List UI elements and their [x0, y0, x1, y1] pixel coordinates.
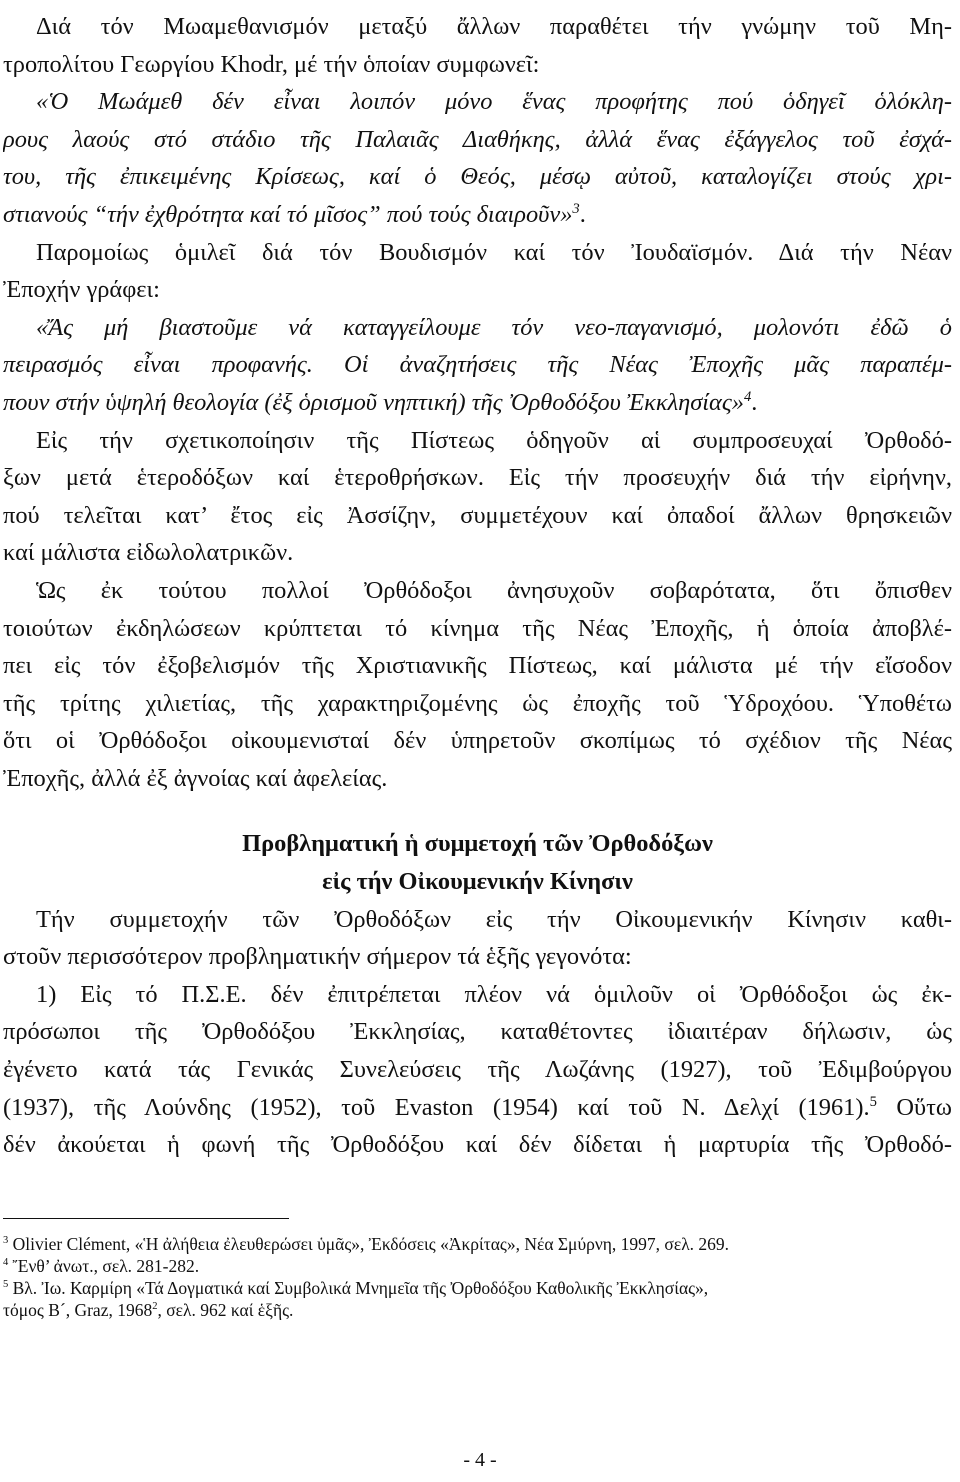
- text-line: Παρομοίως ὁμιλεῖ διά τόν Βουδισμόν καί τόν Ἰουδαϊσμόν. Διά τήν Νέαν: [36, 238, 952, 266]
- footnote-text: , σελ. 962 καί ἑξῆς.: [157, 1299, 294, 1320]
- paragraph-joint-prayers: [3, 422, 952, 572]
- text-line: [3, 384, 952, 422]
- heading-line: Προβληματική ἡ συμμετοχή τῶν Ὀρθοδόξων: [242, 830, 713, 858]
- footnote-ref-5[interactable]: 5: [869, 1093, 877, 1110]
- footnote-mark: 4: [3, 1256, 9, 1268]
- text-line: Τήν συμμετοχήν τῶν Ὀρθοδόξων εἰς τήν Οἰκουμενικήν Κίνησιν καθι-: [36, 905, 952, 933]
- text-line: τοιούτων ἐκδηλώσεων κρύπτεται τό κίνημα τῆς Νέας Ἐποχῆς, ἡ ὁποία ἀποβλέ-: [3, 614, 952, 642]
- paragraph-new-age-intro: [3, 234, 952, 309]
- text-line-end: .: [579, 200, 586, 228]
- text-line: «Ὁ Μωάμεθ δέν εἶναι λοιπόν μόνο ἕνας προφήτης πού ὁδηγεῖ ὁλόκλη-: [36, 88, 952, 116]
- paragraph-point-one: [3, 976, 952, 1164]
- footnote-ref-4[interactable]: 4: [743, 388, 752, 405]
- text-line-content: πουν στήν ὑψηλή θεολογία (ἐξ ὁρισμοῦ νηπτική) τῆς Ὀρθοδόξου Ἐκκλησίας»: [3, 388, 744, 416]
- text-line: [3, 196, 952, 234]
- footnote-3: [3, 1233, 952, 1255]
- quote-khodr: [3, 83, 952, 233]
- text-line-content: (1937), τῆς Λούνδης (1952), τοῦ Evaston (1954) καί τοῦ Ν. Δελχί (1961).: [3, 1093, 870, 1121]
- text-line: ὅτι οἱ Ὀρθόδοξοι οἰκουμενισταί δέν ὑπηρετοῦν σκοπίμως τό σχέδιον τῆς Νέας: [3, 727, 952, 755]
- text-line: πρόσωποι τῆς Ὀρθοδόξου Ἐκκλησίας, καταθέτοντες ἰδιαιτέραν δήλωσιν, ὡς: [3, 1018, 952, 1046]
- quote-new-age: [3, 309, 952, 422]
- footnote-mark: 3: [3, 1234, 9, 1246]
- footnote-text: Βλ. Ἰω. Καρμίρη «Τά Δογματικά καί Συμβολικά Μνημεῖα τῆς Ὀρθοδόξου Καθολικῆς Ἐκκλησίας»,: [8, 1277, 709, 1298]
- footnote-text: τόμος Β´, Graz, 1968: [3, 1299, 153, 1320]
- text-line: τροπολίτου Γεωργίου Khodr, μέ τήν ὁποίαν συμφωνεῖ:: [3, 50, 540, 78]
- edition-mark: 2: [152, 1300, 158, 1312]
- text-line: Διά τόν Μωαμεθανισμόν μεταξύ ἄλλων παραθέτει τήν γνώμην τοῦ Μη-: [36, 13, 952, 40]
- footnote-5-continued: [3, 1299, 952, 1321]
- footnotes: [3, 1233, 952, 1321]
- paragraph-participation: [3, 901, 952, 976]
- footnote-5: [3, 1277, 952, 1299]
- footnote-divider: [3, 1218, 289, 1219]
- text-line: ἐγένετο κατά τάς Γενικάς Συνελεύσεις τῆς Λωζάνης (1927), τοῦ Ἐδιμβούργου: [3, 1056, 952, 1084]
- text-line: ρους λαούς στό στάδιο τῆς Παλαιᾶς Διαθήκης, ἀλλά ἕνας ἐξάγγελος τοῦ ἐσχά-: [3, 125, 952, 153]
- paragraph-orthodox-concern: [3, 572, 952, 798]
- text-line: καί μάλιστα εἰδωλολατρικῶν.: [3, 539, 294, 567]
- section-heading: [3, 825, 952, 900]
- text-line: δέν ἀκούεται ἡ φωνή τῆς Ὀρθοδόξου καί δέν δίδεται ἡ μαρτυρία τῆς Ὀρθοδό-: [3, 1131, 952, 1159]
- text-line: τῆς τρίτης χιλιετίας, τῆς χαρακτηριζομένης ὡς ἐποχῆς τοῦ Ὑδροχόου. Ὑποθέτω: [3, 689, 952, 717]
- text-line-content: στιανούς “τήν ἐχθρότητα καί τό μῖσος” πού τούς διαιροῦν»: [3, 200, 573, 228]
- text-line: στοῦν περισσότερον προβληματικήν σήμερον τά ἑξῆς γεγονότα:: [3, 943, 632, 971]
- text-line: πει εἰς τόν ἐξοβελισμόν τῆς Χριστιανικῆς Πίστεως, καί μάλιστα μέ τήν εἴσοδον: [3, 652, 952, 680]
- text-line: ξων μετά ἑτεροδόξων καί ἑτεροθρήσκων. Εἰς τήν προσευχήν διά τήν εἰρήνην,: [3, 464, 952, 492]
- footnote-mark: 5: [3, 1278, 9, 1290]
- text-line: [3, 1089, 952, 1127]
- text-line-content: Οὕτω: [876, 1093, 952, 1121]
- page-number: - 4 -: [463, 1449, 497, 1471]
- text-line: πού τελεῖται κατ’ ἔτος εἰς Ἀσσίζην, συμμετέχουν καί ὀπαδοί ἄλλων θρησκειῶν: [3, 501, 952, 529]
- footnote-text: Ἔνθ’ ἀνωτ., σελ. 281-282.: [8, 1255, 200, 1276]
- text-line: Ὡς ἐκ τούτου πολλοί Ὀρθόδοξοι ἀνησυχοῦν σοβαρότατα, ὅτι ὄπισθεν: [36, 576, 952, 604]
- text-line: πειρασμός εἶναι προφανής. Οἱ ἀναζητήσεις τῆς Νέας Ἐποχῆς μᾶς παραπέμ-: [3, 351, 952, 379]
- heading-line: εἰς τήν Οἰκουμενικήν Κίνησιν: [322, 868, 633, 896]
- footnote-text: Olivier Clément, «Ἡ ἀλήθεια ἐλευθερώσει ὑμᾶς», Ἐκδόσεις «Ἀκρίτας», Νέα Σμύρνη, 1997, σελ. 269.: [8, 1233, 730, 1254]
- text-line: του, τῆς ἐπικειμένης Κρίσεως, καί ὁ Θεός, μέσῳ αὐτοῦ, καταλογίζει στούς χρι-: [3, 163, 952, 191]
- footnote-ref-3[interactable]: 3: [572, 200, 580, 217]
- text-line: «Ἄς μή βιαστοῦμε νά καταγγείλουμε τόν νεο-παγανισμό, μολονότι ἐδῶ ὁ: [36, 313, 952, 341]
- text-line-end: .: [751, 388, 758, 416]
- text-line: 1) Εἰς τό Π.Σ.Ε. δέν ἐπιτρέπεται πλέον νά ὁμιλοῦν οἱ Ὀρθόδοξοι ὡς ἐκ-: [36, 980, 952, 1008]
- text-line: Ἐποχήν γράφει:: [3, 276, 160, 304]
- section-gap: [3, 797, 952, 825]
- footnote-4: [3, 1255, 952, 1277]
- paragraph-khodr-intro: [3, 8, 952, 83]
- text-line: Εἰς τήν σχετικοποίησιν τῆς Πίστεως ὁδηγοῦν αἱ συμπροσευχαί Ὀρθοδό-: [36, 426, 952, 454]
- text-line: Ἐποχῆς, ἀλλά ἐξ ἀγνοίας καί ἀφελείας.: [3, 764, 388, 792]
